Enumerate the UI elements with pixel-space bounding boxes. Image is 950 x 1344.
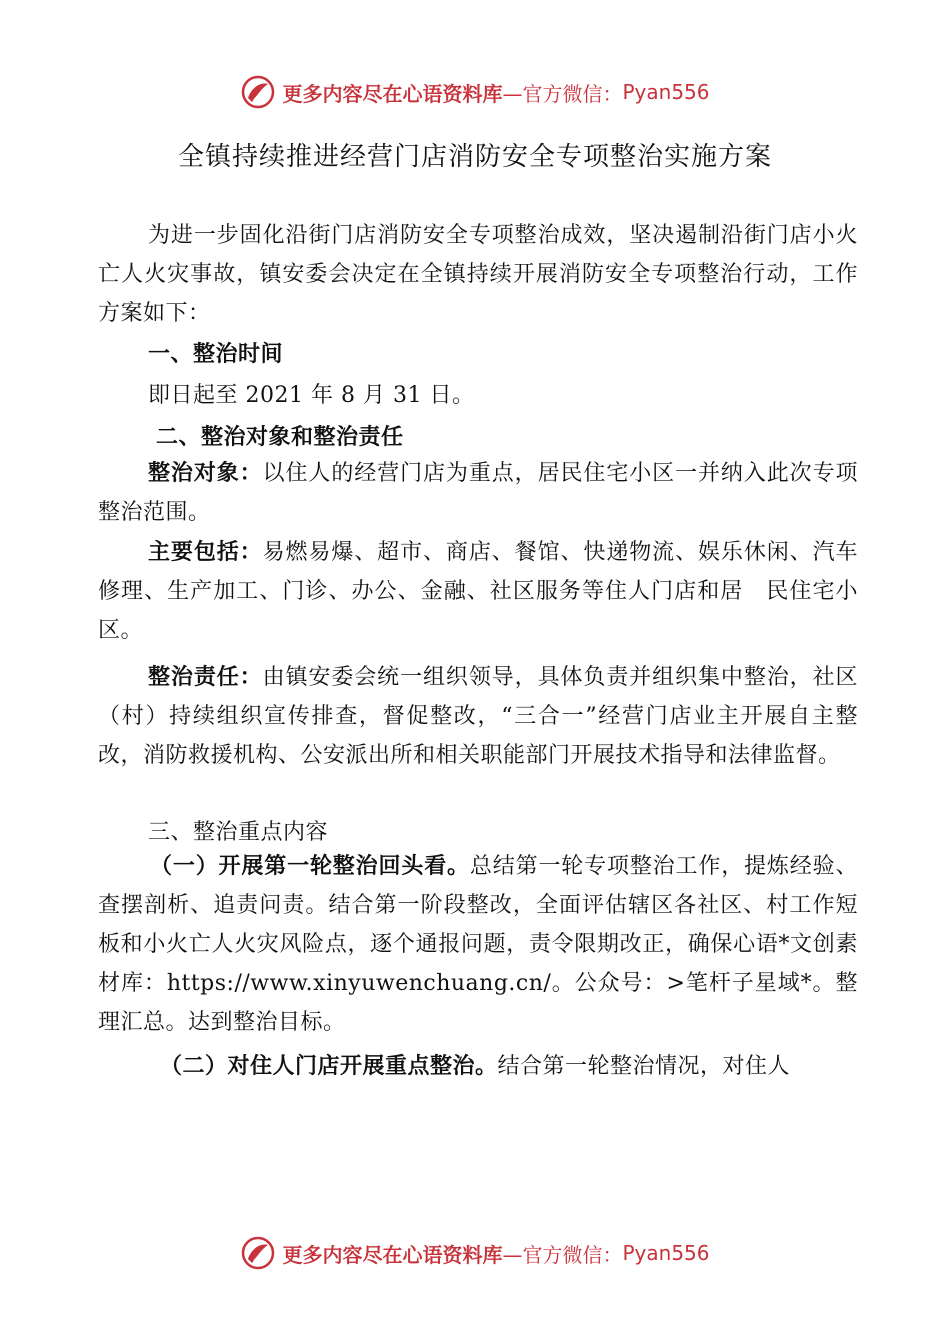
section1-heading: 一、整治时间 (148, 342, 284, 367)
section3-heading: 三、整治重点内容 (148, 820, 329, 845)
includes-label: 主要包括： (148, 540, 263, 565)
includes-paragraph (98, 533, 858, 650)
document-title: 全镇持续推进经营门店消防安全专项整治实施方案 (177, 142, 772, 172)
section1-body: 即日起至 2021 年 8 月 31 日。 (148, 383, 475, 408)
item2-text: 结合第一轮整治情况，对住人 (497, 1054, 791, 1079)
item1-label: （一）开展第一轮整治回头看。 (150, 854, 470, 879)
item2-label: （二）对住人门店开展重点整治。 (160, 1054, 498, 1079)
watermark-tail-text: —官方微信： (502, 1242, 623, 1267)
watermark-tail-text: —官方微信： (502, 81, 623, 106)
duty-label: 整治责任： (148, 665, 263, 690)
item1-text: 总结第一轮专项整治工作，提炼经验、查摆剖析、追责问责。结合第一阶段整改，全面评估辖区各社区、村工作短板和小火亡人火灾风险点，逐个通报问题，责令限期改正，确保心语*文创素材库：https://www.xinyuwenchuang.cn/。公众号：>笔杆子星域*。整理汇总。达到整治目标。 (98, 854, 858, 1035)
item1-paragraph (98, 847, 858, 1042)
includes-text: 易燃易爆、超市、商店、餐馆、快递物流、娱乐休闲、汽车修理、生产加工、门诊、办公、金融、社区服务等住人门店和居 民住宅小区。 (98, 540, 858, 643)
duty-paragraph (98, 658, 858, 775)
targets-paragraph (98, 454, 858, 532)
item2-paragraph (98, 1047, 858, 1086)
header-watermark (0, 72, 950, 112)
watermark-main-text: 更多内容尽在心语资料库 (282, 1242, 503, 1267)
watermark-wechat-id: Pyan556 (622, 1241, 710, 1265)
brand-logo-icon (240, 1235, 276, 1271)
targets-text: 以住人的经营门店为重点，居民住宅小区一并纳入此次专项整治范围。 (98, 461, 858, 525)
watermark-wechat-id: Pyan556 (622, 80, 710, 104)
brand-logo-icon (240, 74, 276, 110)
targets-label: 整治对象： (148, 461, 263, 486)
watermark-main-text: 更多内容尽在心语资料库 (282, 81, 503, 106)
duty-text: 由镇安委会统一组织领导，具体负责并组织集中整治，社区（村）持续组织宣传排查，督促整改，“三合一”经营门店业主开展自主整改，消防救援机构、公安派出所和相关职能部门开展技术指导和法律监督。 (98, 665, 858, 768)
intro-paragraph: 为进一步固化沿街门店消防安全专项整治成效，坚决遏制沿街门店小火亡人火灾事故，镇安委会决定在全镇持续开展消防安全专项整治行动，工作方案如下： (98, 223, 858, 326)
section2-heading: 二、整治对象和整治责任 (156, 425, 404, 450)
footer-watermark (0, 1233, 950, 1273)
